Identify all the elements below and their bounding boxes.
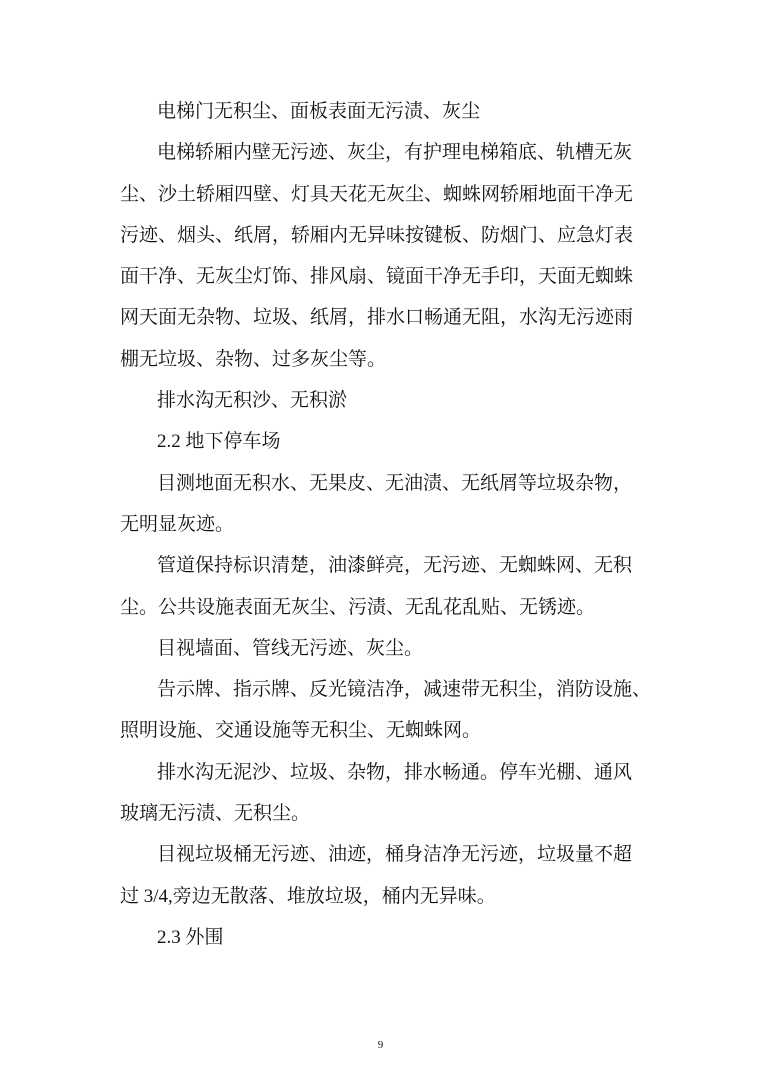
paragraph [120,752,660,835]
text-line: 目视垃圾桶无污迹、油迹，桶身洁净无污迹，垃圾量不超 [157,844,633,866]
text-line: 面干净、无灰尘灯饰、排风扇、镜面干净无手印，天面无蜘蛛 [120,266,634,288]
paragraph [120,91,660,132]
text-line: 排水沟无积沙、无积淤 [157,390,348,412]
paragraph [120,421,660,462]
paragraph [120,628,660,669]
paragraph [120,669,660,752]
text-line: 排水沟无泥沙、垃圾、杂物，排水畅通。停车光棚、通风 [157,761,633,783]
paragraph [120,463,660,546]
text-line: 过 3/4,旁边无散落、堆放垃圾，桶内无异味。 [120,885,496,907]
text-line: 电梯轿厢内壁无污迹、灰尘，有护理电梯箱底、轨槽无灰 [157,142,633,164]
document-body [120,91,660,958]
text-line: 无明显灰迹。 [120,513,235,535]
paragraph [120,917,660,958]
text-line: 玻璃无污渍、无积尘。 [120,803,311,825]
text-line: 告示牌、指示牌、反光镜洁净，减速带无积尘，消防设施、 [157,679,652,701]
page-number: 9 [377,1039,384,1051]
text-line: 目测地面无积水、无果皮、无油渍、无纸屑等垃圾杂物， [157,472,633,494]
text-line: 电梯门无积尘、面板表面无污渍、灰尘 [157,101,481,122]
text-line: 尘、沙土轿厢四壁、灯具天花无灰尘、蜘蛛网轿厢地面干净无 [120,183,634,205]
text-line: 2.3 外围 [157,926,224,948]
text-line: 网天面无杂物、垃圾、纸屑，排水口畅通无阻，水沟无污迹雨 [120,307,634,329]
text-line: 照明设施、交通设施等无积尘、无蜘蛛网。 [120,720,482,742]
text-line: 尘。公共设施表面无灰尘、污渍、无乱花乱贴、无锈迹。 [120,596,596,618]
text-line: 污迹、烟头、纸屑，轿厢内无异味按键板、防烟门、应急灯表 [120,224,634,246]
paragraph [120,380,660,421]
paragraph [120,132,660,380]
text-line: 管道保持标识清楚，油漆鲜亮，无污迹、无蜘蛛网、无积 [157,555,633,577]
text-line: 目视墙面、管线无污迹、灰尘。 [157,637,424,659]
paragraph [120,834,660,917]
text-line: 2.2 地下停车场 [157,431,281,453]
text-line: 棚无垃圾、杂物、过多灰尘等。 [120,348,387,370]
paragraph [120,545,660,628]
